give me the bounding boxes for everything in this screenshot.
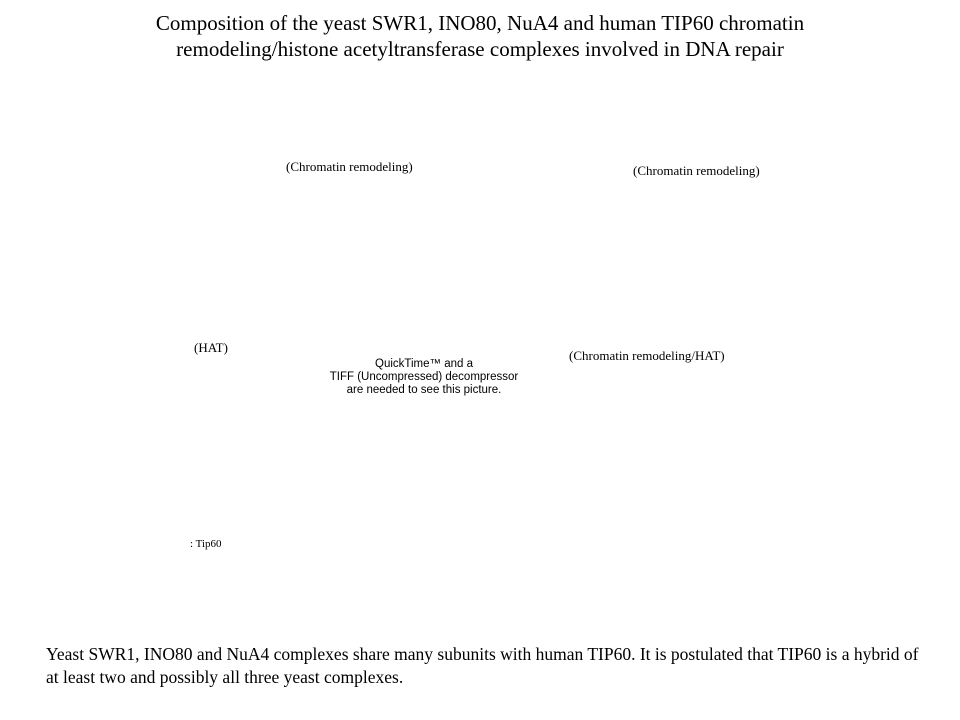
title-line-2: remodeling/histone acetyltransferase complexes involved in DNA repair	[176, 37, 784, 61]
missing-image-placeholder	[314, 358, 534, 397]
slide-caption: Yeast SWR1, INO80 and NuA4 complexes share many subunits with human TIP60. It is postulated that TIP60 is a hybrid of at least two and possibly all three yeast complexes.	[46, 644, 919, 687]
placeholder-line-2: TIFF (Uncompressed) decompressor	[329, 371, 519, 383]
nua4-function-label: (HAT)	[194, 340, 228, 355]
swr1-function-label: (Chromatin remodeling)	[286, 159, 413, 174]
tip60-note-label: : Tip60	[190, 538, 222, 550]
title-line-1: Composition of the yeast SWR1, INO80, NuA4 and human TIP60 chromatin	[155, 11, 805, 35]
slide-title	[60, 10, 900, 62]
placeholder-line-1: QuickTime™ and a	[375, 358, 473, 370]
ino80-function-label: (Chromatin remodeling)	[633, 163, 760, 178]
tip60-function-label: (Chromatin remodeling/HAT)	[569, 348, 725, 363]
placeholder-line-3: are needed to see this picture.	[346, 384, 502, 396]
